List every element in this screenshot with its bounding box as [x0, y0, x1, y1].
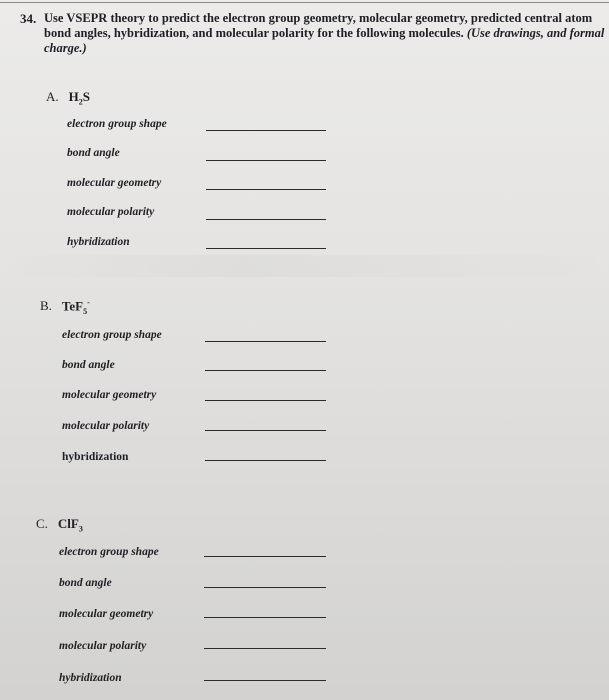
field-bond-angle: bond angle: [62, 359, 115, 371]
field-hybridization: hybridization: [67, 236, 130, 248]
field-molecular-polarity: molecular polarity: [67, 206, 155, 218]
question-body: Use VSEPR theory to predict the electron group geometry, molecular geometry, predicted central atom bond angles, hybridization, and molecular polarity for the following molecules.: [44, 11, 593, 40]
answer-line[interactable]: [206, 160, 326, 161]
section-letter: B.: [40, 298, 52, 314]
field-hybridization: hybridization: [59, 672, 122, 684]
field-bond-angle: bond angle: [67, 147, 120, 159]
field-electron-group-shape: electron group shape: [67, 118, 167, 130]
answer-line[interactable]: [206, 219, 326, 220]
section-c-heading: [36, 516, 83, 534]
formula-pre: ClF: [57, 516, 79, 531]
formula-post: S: [82, 89, 90, 104]
answer-line[interactable]: [204, 648, 326, 649]
answer-line[interactable]: [204, 587, 326, 588]
section-letter: A.: [46, 89, 59, 104]
answer-line[interactable]: [206, 130, 326, 131]
formula-pre: TeF: [61, 298, 84, 314]
field-molecular-polarity: molecular polarity: [62, 420, 150, 432]
section-b-heading: [40, 298, 90, 316]
formula-pre: H: [68, 89, 79, 104]
field-molecular-geometry: molecular geometry: [67, 177, 162, 189]
top-rule: [0, 2, 609, 3]
field-electron-group-shape: electron group shape: [62, 329, 162, 341]
formula-subscript: 2: [78, 97, 83, 107]
field-molecular-geometry: molecular geometry: [62, 389, 157, 401]
answer-line[interactable]: [204, 617, 326, 618]
question-text: [44, 11, 609, 56]
answer-line[interactable]: [205, 430, 326, 431]
answer-line[interactable]: [205, 341, 326, 342]
section-letter: C.: [36, 516, 48, 531]
field-molecular-geometry: molecular geometry: [59, 608, 154, 620]
field-molecular-polarity: molecular polarity: [59, 640, 147, 652]
paper-shadow: [0, 255, 609, 277]
formula-superscript: -: [87, 298, 90, 307]
answer-line[interactable]: [204, 680, 326, 681]
field-hybridization: hybridization: [62, 451, 129, 463]
answer-line[interactable]: [205, 460, 326, 461]
answer-line[interactable]: [205, 400, 326, 401]
formula-subscript: 3: [78, 524, 83, 534]
answer-line[interactable]: [204, 556, 326, 557]
section-a-heading: [46, 89, 90, 107]
answer-line[interactable]: [205, 370, 326, 371]
field-bond-angle: bond angle: [59, 577, 112, 589]
formula-subscript: 5: [83, 306, 88, 316]
question-number: 34.: [20, 11, 37, 26]
field-electron-group-shape: electron group shape: [59, 546, 159, 558]
answer-line[interactable]: [206, 189, 326, 190]
answer-line[interactable]: [206, 248, 326, 249]
question-instruction: (Use drawings, and formal charge.): [44, 26, 605, 55]
